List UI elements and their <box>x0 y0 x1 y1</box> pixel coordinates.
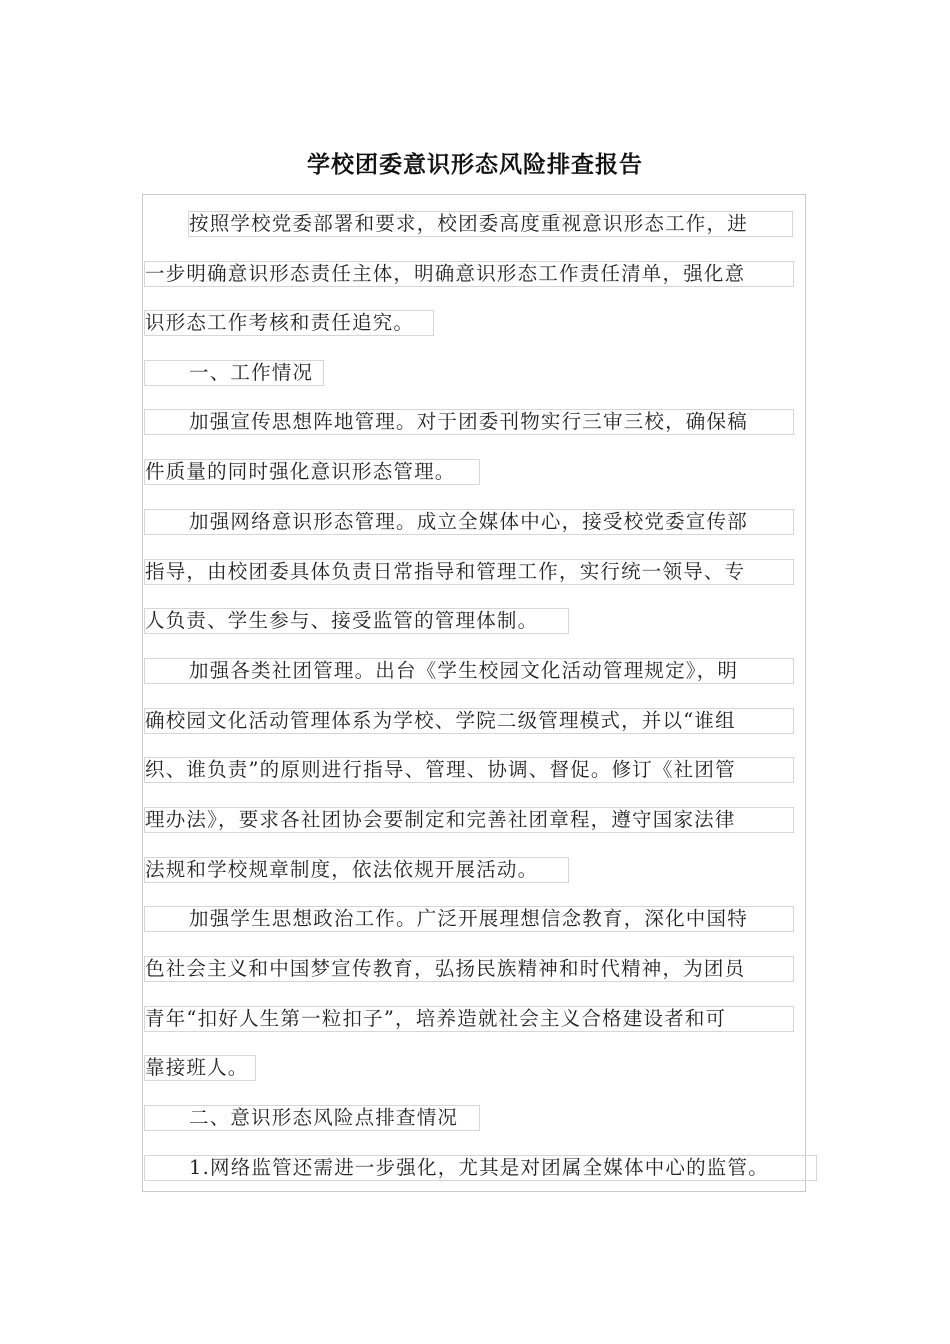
text-line: 加强宣传思想阵地管理。对于团委刊物实行三审三校，确保稿 <box>144 409 794 435</box>
section-heading: 二、意识形态风险点排查情况 <box>144 1105 480 1131</box>
text-line: 理办法》，要求各社团协会要制定和完善社团章程，遵守国家法律 <box>144 807 794 833</box>
text-line: 织、谁负责”的原则进行指导、管理、协调、督促。修订《社团管 <box>144 757 794 783</box>
text-line: 1.网络监管还需进一步强化，尤其是对团属全媒体中心的监管。 <box>144 1155 817 1181</box>
text-line: 加强各类社团管理。出台《学生校园文化活动管理规定》，明 <box>144 658 794 684</box>
section-heading: 一、工作情况 <box>144 360 324 386</box>
text-line: 件质量的同时强化意识形态管理。 <box>144 459 480 485</box>
text-line: 加强网络意识形态管理。成立全媒体中心，接受校党委宣传部 <box>144 509 794 535</box>
text-line: 指导，由校团委具体负责日常指导和管理工作，实行统一领导、专 <box>144 559 794 585</box>
text-frame <box>142 194 806 1192</box>
text-line: 按照学校党委部署和要求，校团委高度重视意识形态工作，进 <box>188 211 793 237</box>
text-line: 青年“扣好人生第一粒扣子”，培养造就社会主义合格建设者和可 <box>144 1006 794 1032</box>
text-line: 识形态工作考核和责任追究。 <box>144 310 434 336</box>
text-line: 靠接班人。 <box>144 1055 256 1081</box>
text-line: 色社会主义和中国梦宣传教育，弘扬民族精神和时代精神，为团员 <box>144 956 794 982</box>
document-title: 学校团委意识形态风险排查报告 <box>307 152 643 178</box>
text-line: 确校园文化活动管理体系为学校、学院二级管理模式，并以“谁组 <box>144 708 794 734</box>
text-line: 人负责、学生参与、接受监管的管理体制。 <box>144 608 569 634</box>
text-line: 法规和学校规章制度，依法依规开展活动。 <box>144 857 569 883</box>
text-line: 一步明确意识形态责任主体，明确意识形态工作责任清单，强化意 <box>144 261 794 287</box>
text-line: 加强学生思想政治工作。广泛开展理想信念教育，深化中国特 <box>144 906 794 932</box>
